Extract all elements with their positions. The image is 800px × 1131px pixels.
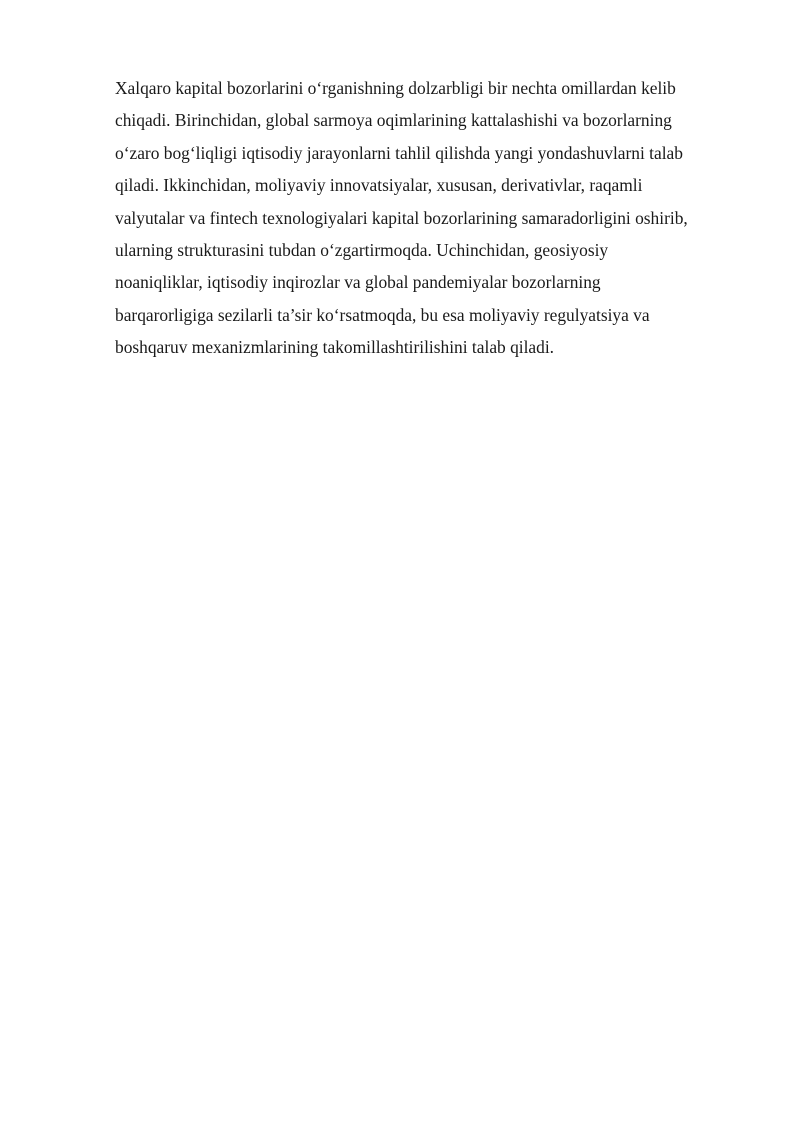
paragraph-line-1: Xalqaro kapital bozorlarini o‘rganishning dolzarbligi bir nechta omillardan kelib <box>115 78 676 98</box>
paragraph-line-5: valyutalar va fintech texnologiyalari kapital bozorlarining samaradorligini oshirib, <box>115 207 688 228</box>
paragraph-line-2: chiqadi. Birinchidan, global sarmoya oqimlarining kattalashishi va bozorlarning <box>115 110 672 131</box>
paragraph-line-6: ularning strukturasini tubdan o‘zgartirmoqda. Uchinchidan, geosiyosiy <box>115 240 609 261</box>
body-paragraph <box>115 72 755 364</box>
paragraph-line-9: boshqaruv mexanizmlarining takomillashtirilishini talab qiladi. <box>115 337 555 358</box>
paragraph-line-8: barqarorligiga sezilarli ta’sir ko‘rsatmoqda, bu esa moliyaviy regulyatsiya va <box>115 304 650 325</box>
paragraph-line-4: qiladi. Ikkinchidan, moliyaviy innovatsiyalar, xususan, derivativlar, raqamli <box>115 175 643 196</box>
paragraph-line-7: noaniqliklar, iqtisodiy inqirozlar va global pandemiyalar bozorlarning <box>115 272 601 293</box>
paragraph-line-3: o‘zaro bog‘liqligi iqtisodiy jarayonlarni tahlil qilishda yangi yondashuvlarni talab <box>115 142 683 163</box>
